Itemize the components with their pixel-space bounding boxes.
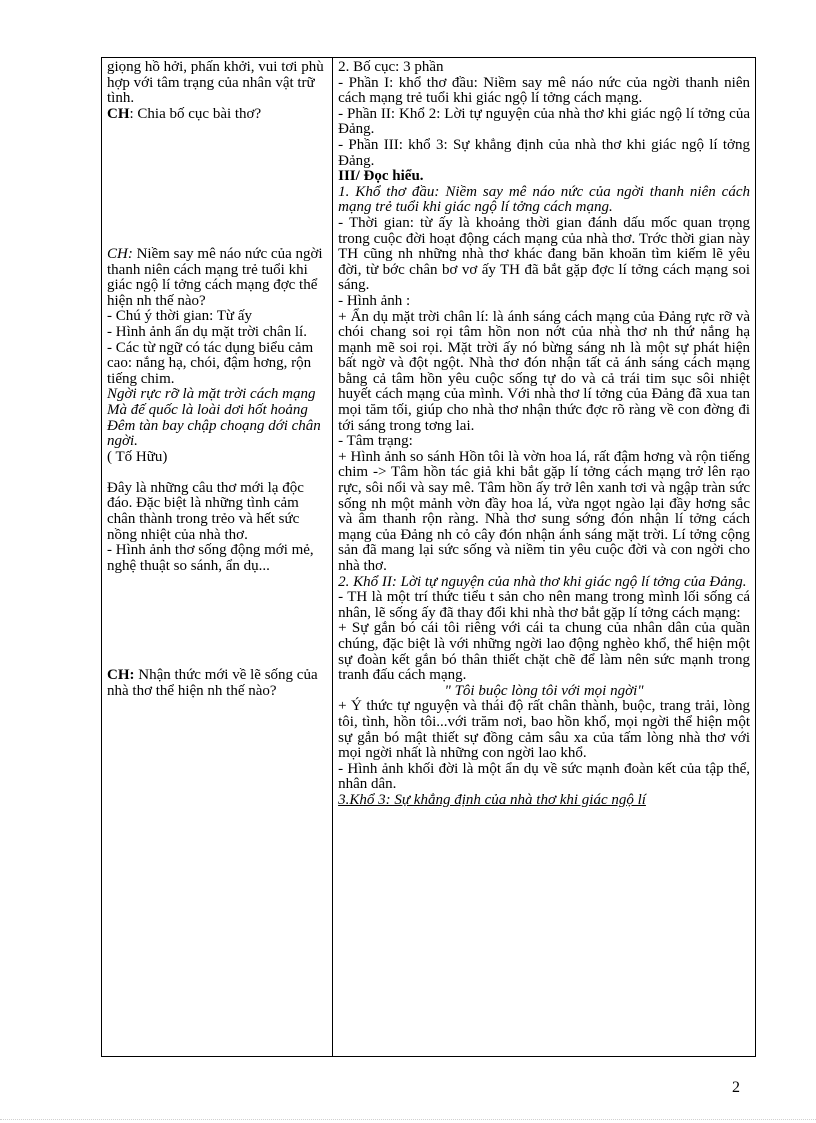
question-label: CH: <box>107 667 135 684</box>
stanza-2-heading: 2. Khổ II: Lời tự nguyện của nhà thơ khi giác ngộ lí tởng của Đảng. <box>338 573 747 590</box>
poem-line-2: Mà đế quốc là loài dơi hốt hoảng <box>107 401 308 418</box>
hint-metaphor: - Hình ảnh ẩn dụ mặt trời chân lí. <box>107 323 307 340</box>
left-paragraph-tone: giọng hồ hởi, phấn khởi, vui tơi phù hợp với tâm trạng của nhân vật trữ tình. <box>107 59 324 107</box>
question-label: CH: <box>107 245 133 262</box>
question-label: CH <box>107 105 130 122</box>
left-column <box>102 58 333 1057</box>
hint-imagery: - Hình ảnh thơ sống động mới mẻ, nghệ thuật so sánh, ẩn dụ... <box>107 542 314 574</box>
structure-part-3: - Phần III: khổ 3: Sự khẳng định của nhà thơ khi giác ngộ lí tởng Đảng. <box>338 136 750 169</box>
question-passion <box>107 247 327 309</box>
structure-heading: 2. Bố cục: 3 phần <box>338 59 444 75</box>
quote-line: " Tôi buộc lòng tôi với mọi ngời" <box>444 682 644 699</box>
left-paragraph-unique: Đây là những câu thơ mới lạ độc đáo. Đặc biệt là những tình cảm chân thành trong trẻo và hết sức nồng nhiệt của nhà thơ. <box>107 479 304 543</box>
content-table <box>101 57 756 1057</box>
analysis-image-label: - Hình ảnh : <box>338 292 411 309</box>
question-text: Niềm say mê náo nức của ngời thanh niên cách mạng trẻ tuổi khi giác ngộ lí tởng cách mạng đợc thể hiện nh thế nào? <box>107 245 323 309</box>
hint-words: - Các từ ngữ có tác dụng biểu cảm cao: nắng hạ, chói, đậm hơng, rộn tiếng chim. <box>107 339 314 387</box>
structure-part-2: - Phần II: Khổ 2: Lời tự nguyện của nhà thơ khi giác ngộ lí tởng của Đảng. <box>338 105 750 138</box>
section-heading-reading: III/ Đọc hiểu. <box>338 168 424 185</box>
analysis-volunteer: + Ý thức tự nguyện và thái độ rất chân thành, buộc, trang trải, lòng tôi, tình, hồn tôi...với trăm nơi, bao hồn khổ, mọi ngời thể hiện một sự gắn bó mật thiết sự đồng cảm sâu xa của tấm lòng nhà thơ với mọi ngời nhất là những con ngời lao khổ. <box>338 698 750 762</box>
analysis-mood-label: - Tâm trạng: <box>338 433 413 450</box>
right-column <box>333 58 756 1057</box>
stanza-1-heading: 1. Khổ thơ đầu: Niềm say mê náo nức của ngời thanh niên cách mạng trẻ tuổi khi giác ngộ lí tởng cách mạng. <box>338 183 750 216</box>
analysis-comparison: + Hình ảnh so sánh Hồn tôi là vờn hoa lá, rất đậm hơng và rộn tiếng chim -> Tâm hồn tác giả khi bắt gặp lí tởng cách mạng trở lên rạo rực, sôi nổi và say mê. Tâm hồn ấy trở lên xanh tơi và ngập tràn sức sống nh một mảnh vờn đầy hoa lá, vừa ngọt ngào lại đầy hơng sắc và âm thanh rộn ràng. Nhà thơ sung sớng đón nhận lí tởng cách mạng của Đảng nh cỏ cây đón nhận ánh sáng mặt trời. Lí tởng cộng sản đã mang lại sức sống và niềm tin yêu cuộc đời và con ngời cho nhà thơ. <box>338 448 750 574</box>
analysis-bond: + Sự gắn bó cái tôi riêng với cái ta chung của nhân dân của quần chúng, đặc biệt là với những ngời lao động nghèo khổ, thể hiện một sự đoàn kết gắn bó thân thiết chặt chẽ để làm nên sức mạnh trong tranh đấu cách mạng. <box>338 620 750 684</box>
analysis-metaphor: + Ẩn dụ mặt trời chân lí: là ánh sáng cách mạng của Đảng rực rỡ và chói chang soi rọi tâm hồn non nớt của nhà thơ nh thứ nắng hạ mạnh mẽ soi rọi. Mặt trời ấy nó bừng sáng nh là một sự phát hiện bất ngờ và đột ngột. Nhà thơ đón nhận tất cả ánh sáng cách mạng bằng cả tâm hồn yêu cuộc sống tự do và cả trái tim sục sôi nhiệt huyết cách mạng của mình. Với nhà thơ lí tởng của Đảng đã xua tan mọi tăm tối, giúp cho nhà thơ nhận thức đợc rõ ràng về con đờng đi tới sáng trong tơng lai. <box>338 308 750 434</box>
question-text: Nhận thức mới về lẽ sống của nhà thơ thể hiện nh thế nào? <box>107 667 318 699</box>
analysis-time: - Thời gian: từ ấy là khoảng thời gian đánh dấu mốc quan trọng trong cuộc đời hoạt động cách mạng của nhà thơ. Trớc thời gian này TH cũng nh những nhà thơ khác đang băn khoăn tìm kiếm lẽ yêu đời, từ bớc chân bơ vơ ấy TH đã bắt gặp đợc lí tởng cách mạng soi sáng. <box>338 214 750 294</box>
page-number: 2 <box>732 1079 740 1096</box>
poem-author: ( Tố Hữu) <box>107 448 168 465</box>
analysis-lifestyle: - TH là một trí thức tiểu t sản cho nên mang trong mình lối sống cá nhân, lẽ sống ấy đã thay đổi khi nhà thơ bắt gặp lí tởng cách mạng: <box>338 589 750 621</box>
poem-line-1: Ngời rực rỡ là mặt trời cách mạng <box>107 386 316 403</box>
analysis-mass: - Hình ảnh khối đời là một ẩn dụ về sức mạnh đoàn kết của tập thể, nhân dân. <box>338 760 750 793</box>
table-row <box>102 58 756 1057</box>
page-bottom-divider <box>0 1119 816 1120</box>
question-structure <box>107 107 327 123</box>
stanza-3-heading: 3.Khổ 3: Sự khẳng định của nhà thơ khi giác ngộ lí <box>338 791 646 808</box>
question-text: : Chia bố cục bài thơ? <box>129 105 262 122</box>
question-awareness <box>107 668 327 699</box>
structure-part-1: - Phần I: khổ thơ đầu: Niềm say mê náo nức của ngời thanh niên cách mạng trẻ tuổi khi giác ngộ lí tởng cách mạng. <box>338 74 750 107</box>
poem-line-3: Đêm tàn bay chập choạng dới chân ngời. <box>107 417 321 450</box>
hint-time: - Chú ý thời gian: Từ ấy <box>107 308 252 325</box>
